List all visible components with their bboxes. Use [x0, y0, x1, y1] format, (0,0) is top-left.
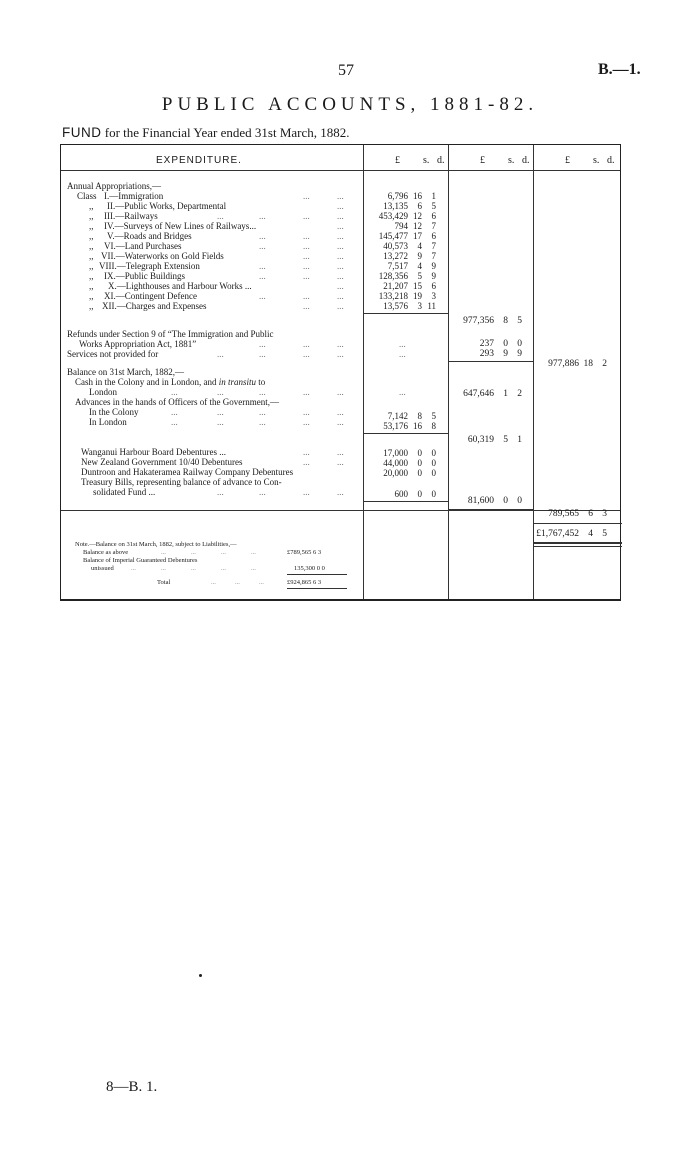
subtotal-rule: [363, 501, 448, 502]
leader-dots: ...: [259, 387, 266, 397]
class-amount-pence: 5: [431, 201, 436, 211]
leader-dots: ...: [251, 549, 256, 556]
class-row-label: VII.—Waterworks on Gold Fields: [101, 251, 224, 261]
class-amount-pounds: 453,429: [378, 211, 408, 221]
refunds-label-line1: Refunds under Section 9 of “The Immigration and Public: [67, 329, 274, 339]
balance-total-shillings: 6: [588, 509, 593, 519]
class-amount-pence: 3: [431, 291, 436, 301]
note-balance-value: £789,565 6 3: [287, 549, 322, 556]
class-amount-shillings: 12: [413, 221, 422, 231]
investments-total-shillings: 0: [503, 496, 508, 506]
ditto-mark: ,,: [89, 301, 94, 311]
leader-dots: ...: [337, 271, 344, 281]
leader-dots: ...: [161, 565, 166, 572]
leader-dots: ...: [171, 407, 178, 417]
leader-dots: ...: [217, 487, 224, 497]
appropriations-total-pence: 5: [517, 316, 522, 326]
page-subtitle: [62, 125, 350, 141]
grand-total-pounds: £1,767,452: [536, 529, 579, 539]
ditto-mark: ,,: [89, 291, 94, 301]
note-total-rule: [287, 574, 347, 575]
column-divider: [533, 145, 534, 599]
advances-total-pence: 1: [517, 435, 522, 445]
leader-dots: ...: [217, 349, 224, 359]
leader-dots: ...: [221, 549, 226, 556]
class-amount-pence: 9: [431, 261, 436, 271]
wanganui-pounds: 17,000: [383, 448, 408, 458]
grand-total-double-rule: [533, 542, 622, 544]
leader-dots: ...: [303, 231, 310, 241]
nz-government-pence: 0: [431, 458, 436, 468]
leader-dots: ...: [259, 291, 266, 301]
leader-dots: ...: [303, 301, 310, 311]
leader-dots: ...: [303, 261, 310, 271]
treasury-label-line1: Treasury Bills, representing balance of advance to Con-: [81, 477, 282, 487]
header-rule: [61, 170, 620, 171]
cash-label-line2: London: [89, 387, 117, 397]
subtotal-rule: [448, 361, 533, 362]
class-amount-shillings: 4: [417, 261, 422, 271]
ditto-mark: ,,: [89, 251, 94, 261]
class-amount-shillings: 5: [417, 271, 422, 281]
leader-dots: ...: [303, 211, 310, 221]
ditto-mark: ,,: [89, 281, 94, 291]
leader-dots: ...: [303, 457, 310, 467]
leader-dots: ...: [337, 191, 344, 201]
subtotal-rule: [363, 433, 448, 434]
col3-pence-header: d.: [607, 155, 615, 166]
class-amount-pounds: 21,207: [383, 281, 408, 291]
cash-label-line1: [75, 377, 265, 387]
ditto-mark: ,,: [89, 201, 94, 211]
expenditure-total-pence: 2: [602, 359, 607, 369]
class-row-label: III.—Railways: [104, 211, 158, 221]
note-total-label: Total: [157, 579, 171, 586]
col1-shilling-header: s.: [423, 155, 430, 166]
class-amount-pounds: 13,135: [383, 201, 408, 211]
in-london-shillings: 16: [413, 421, 422, 431]
class-amount-shillings: 6: [417, 201, 422, 211]
in-colony-pounds: 7,142: [387, 411, 408, 421]
subtotal-rule: [448, 509, 533, 510]
class-amount-shillings: 19: [413, 291, 422, 301]
class-amount-pounds: 13,272: [383, 251, 408, 261]
class-amount-pence: 11: [427, 301, 436, 311]
leader-dots: ...: [337, 221, 344, 231]
leader-dots: ...: [259, 241, 266, 251]
ditto-mark: ,,: [89, 221, 94, 231]
note-unissued-label: unissued: [91, 565, 114, 572]
services-pence: 9: [517, 349, 522, 359]
class-row-label: XI.—Contingent Defence: [104, 291, 197, 301]
leader-dots: ...: [259, 487, 266, 497]
note-unissued-value: 135,300 0 0: [294, 565, 325, 572]
grand-total-rule-top: [533, 523, 622, 524]
subtotal-rule: [363, 313, 448, 314]
class-amount-pence: 7: [431, 221, 436, 231]
advances-total-pounds: 60,319: [467, 435, 494, 445]
balance-total-pence: 3: [602, 509, 607, 519]
refunds-pounds: 237: [479, 339, 494, 349]
balance-heading: Balance on 31st March, 1882,—: [67, 367, 184, 377]
class-amount-shillings: 4: [417, 241, 422, 251]
leader-dots: ...: [259, 211, 266, 221]
leader-dots: ...: [303, 271, 310, 281]
col3-pound-header: £: [565, 155, 570, 166]
class-row-label: V.—Roads and Bridges: [107, 231, 192, 241]
class-row-label: VIII.—Telegraph Extension: [99, 261, 200, 271]
leader-dots: ...: [303, 447, 310, 457]
class-amount-shillings: 15: [413, 281, 422, 291]
class-amount-pounds: 145,477: [378, 231, 408, 241]
leader-dots: ...: [337, 261, 344, 271]
ditto-mark: ,,: [89, 231, 94, 241]
page-number: 57: [338, 62, 354, 79]
cash-label-in-transitu: in transitu: [218, 377, 257, 387]
col1-pound-header: £: [395, 155, 400, 166]
column-divider: [448, 145, 449, 599]
leader-dots: ...: [251, 565, 256, 572]
class-amount-pounds: 128,356: [378, 271, 408, 281]
leader-dots: ...: [337, 241, 344, 251]
leader-dots: ...: [303, 407, 310, 417]
class-amount-pounds: 40,573: [383, 241, 408, 251]
cash-pounds: 647,646: [463, 389, 494, 399]
treasury-pence: 0: [431, 489, 436, 499]
note-total-value: £924,865 6 3: [287, 579, 322, 586]
leader-dots: ...: [337, 349, 344, 359]
note-imperial-label: Balance of Imperial Guaranteed Debentures: [83, 557, 198, 564]
leader-dots: ...: [303, 191, 310, 201]
leader-dots: ...: [259, 261, 266, 271]
cash-label-a: Cash in the Colony and in London, and: [75, 377, 217, 387]
ditto-mark: ,,: [89, 211, 94, 221]
in-london-pence: 8: [431, 421, 436, 431]
nz-government-shillings: 0: [417, 458, 422, 468]
appropriations-total-shillings: 8: [503, 316, 508, 326]
class-amount-pence: 6: [431, 211, 436, 221]
class-amount-shillings: 17: [413, 231, 422, 241]
treasury-label-line2: solidated Fund ...: [93, 487, 156, 497]
class-row-label: XII.—Charges and Expenses: [102, 301, 207, 311]
leader-dots: ...: [171, 387, 178, 397]
services-label: Services not provided for: [67, 349, 159, 359]
leader-dots: ...: [131, 565, 136, 572]
leader-dots: ...: [211, 579, 216, 586]
leader-dots: ...: [217, 211, 224, 221]
in-london-label: In London: [89, 417, 127, 427]
class-amount-pence: 6: [431, 231, 436, 241]
column-divider: [363, 145, 364, 599]
subtitle-fund: FUND: [62, 125, 102, 140]
leader-dots: ...: [259, 349, 266, 359]
note-total-rule: [287, 588, 347, 589]
class-amount-pence: 7: [431, 241, 436, 251]
class-amount-pence: 6: [431, 281, 436, 291]
class-row-label: IX.—Public Buildings: [104, 271, 186, 281]
services-shillings: 9: [503, 349, 508, 359]
wanganui-pence: 0: [431, 448, 436, 458]
nz-government-pounds: 44,000: [383, 458, 408, 468]
subtitle-period: for the Financial Year ended 31st March, 1882.: [104, 125, 350, 140]
refunds-shillings: 0: [503, 339, 508, 349]
balance-total-pounds: 789,565: [548, 509, 579, 519]
treasury-pounds: 600: [394, 489, 408, 499]
ditto-mark: ,,: [89, 261, 94, 271]
grand-total-rule: [61, 510, 620, 511]
ditto-mark: ,,: [89, 241, 94, 251]
leader-dots: ...: [337, 281, 344, 291]
col2-shilling-header: s.: [508, 155, 515, 166]
note-balance-label: Balance as above: [83, 549, 129, 556]
leader-dots: ...: [303, 339, 310, 349]
leader-dots: ...: [337, 407, 344, 417]
investments-total-pence: 0: [517, 496, 522, 506]
note-line1: Note.—Balance on 31st March, 1882, subject to Liabilities,—: [75, 541, 237, 548]
duntroon-pounds: 20,000: [383, 468, 408, 478]
class-amount-shillings: 3: [417, 301, 422, 311]
leader-dots: ...: [259, 579, 264, 586]
leader-dots: ...: [399, 349, 406, 359]
in-colony-label: In the Colony: [89, 407, 139, 417]
leader-dots: ...: [337, 487, 344, 497]
in-london-pounds: 53,176: [383, 421, 408, 431]
leader-dots: ...: [303, 387, 310, 397]
duntroon-label: Duntroon and Hakateramea Railway Company Debentures: [81, 467, 294, 477]
expenditure-total-pounds: 977,886: [548, 359, 579, 369]
leader-dots: ...: [191, 565, 196, 572]
leader-dots: ...: [337, 251, 344, 261]
leader-dots: ...: [259, 339, 266, 349]
leader-dots: ...: [337, 417, 344, 427]
wanganui-label: Wanganui Harbour Board Debentures ...: [81, 447, 226, 457]
leader-dots: ...: [337, 201, 344, 211]
duntroon-shillings: 0: [417, 468, 422, 478]
leader-dots: ...: [337, 457, 344, 467]
class-amount-pounds: 13,576: [383, 301, 408, 311]
class-amount-shillings: 16: [413, 191, 422, 201]
leader-dots: ...: [337, 447, 344, 457]
wanganui-shillings: 0: [417, 448, 422, 458]
leader-dots: ...: [191, 549, 196, 556]
duntroon-pence: 0: [431, 468, 436, 478]
services-pounds: 293: [479, 349, 494, 359]
grand-total-double-rule: [533, 546, 622, 547]
class-row-label: II.—Public Works, Departmental: [107, 201, 227, 211]
leader-dots: ...: [217, 407, 224, 417]
cash-pence: 2: [517, 389, 522, 399]
leader-dots: ...: [171, 417, 178, 427]
col2-pence-header: d.: [522, 155, 530, 166]
class-amount-shillings: 12: [413, 211, 422, 221]
leader-dots: ...: [337, 301, 344, 311]
ditto-mark: ,,: [89, 271, 94, 281]
grand-total-shillings: 4: [588, 529, 593, 539]
leader-dots: ...: [259, 407, 266, 417]
leader-dots: ...: [337, 211, 344, 221]
class-amount-pence: 7: [431, 251, 436, 261]
col1-pence-header: d.: [437, 155, 445, 166]
leader-dots: ...: [303, 291, 310, 301]
treasury-shillings: 0: [417, 489, 422, 499]
class-row-label: IV.—Surveys of New Lines of Railways...: [104, 221, 257, 231]
leader-dots: ...: [235, 579, 240, 586]
document-reference: B.—1.: [598, 61, 641, 78]
col2-pound-header: £: [480, 155, 485, 166]
leader-dots: ...: [399, 387, 406, 397]
class-amount-pounds: 7,517: [387, 261, 408, 271]
expenditure-table: [60, 144, 621, 601]
refunds-label-line2: Works Appropriation Act, 1881”: [79, 339, 197, 349]
nz-government-label: New Zealand Government 10/40 Debentures: [81, 457, 243, 467]
class-amount-pounds: 6,796: [387, 191, 408, 201]
leader-dots: ...: [337, 387, 344, 397]
class-amount-pence: 1: [431, 191, 436, 201]
page-footer: 8—B. 1.: [106, 1079, 158, 1095]
investments-total-pounds: 81,600: [467, 496, 494, 506]
cash-label-to: to: [258, 377, 266, 387]
class-amount-pounds: 794: [394, 221, 408, 231]
appropriations-total-pounds: 977,356: [463, 316, 494, 326]
class-label: Class: [77, 191, 97, 201]
leader-dots: ...: [303, 251, 310, 261]
leader-dots: ...: [217, 417, 224, 427]
leader-dots: ...: [161, 549, 166, 556]
advances-total-shillings: 5: [503, 435, 508, 445]
in-colony-pence: 5: [431, 411, 436, 421]
leader-dots: ...: [399, 339, 406, 349]
leader-dots: ...: [337, 339, 344, 349]
leader-dots: ...: [259, 271, 266, 281]
leader-dots: ...: [217, 387, 224, 397]
leader-dots: ...: [337, 291, 344, 301]
leader-dots: ...: [303, 349, 310, 359]
class-amount-pounds: 133,218: [378, 291, 408, 301]
leader-dots: ...: [337, 231, 344, 241]
leader-dots: ...: [259, 231, 266, 241]
leader-dots: ...: [303, 487, 310, 497]
leader-dots: ...: [303, 417, 310, 427]
class-amount-shillings: 9: [417, 251, 422, 261]
cash-shillings: 1: [503, 389, 508, 399]
leader-dots: ...: [221, 565, 226, 572]
refunds-pence: 0: [517, 339, 522, 349]
page-title: PUBLIC ACCOUNTS, 1881-82.: [161, 94, 539, 115]
annual-appropriations-heading: Annual Appropriations,—: [67, 181, 161, 191]
class-amount-pence: 9: [431, 271, 436, 281]
grand-total-pence: 5: [602, 529, 607, 539]
print-speck: [199, 974, 202, 977]
expenditure-heading: EXPENDITURE.: [156, 155, 242, 166]
in-colony-shillings: 8: [417, 411, 422, 421]
class-row-label: VI.—Land Purchases: [104, 241, 182, 251]
leader-dots: ...: [259, 417, 266, 427]
leader-dots: ...: [303, 241, 310, 251]
class-row-label: X.—Lighthouses and Harbour Works ...: [108, 281, 252, 291]
col3-shilling-header: s.: [593, 155, 600, 166]
expenditure-total-shillings: 18: [583, 359, 593, 369]
advances-label: Advances in the hands of Officers of the Government,—: [75, 397, 280, 407]
class-row-label: I.—Immigration: [104, 191, 164, 201]
